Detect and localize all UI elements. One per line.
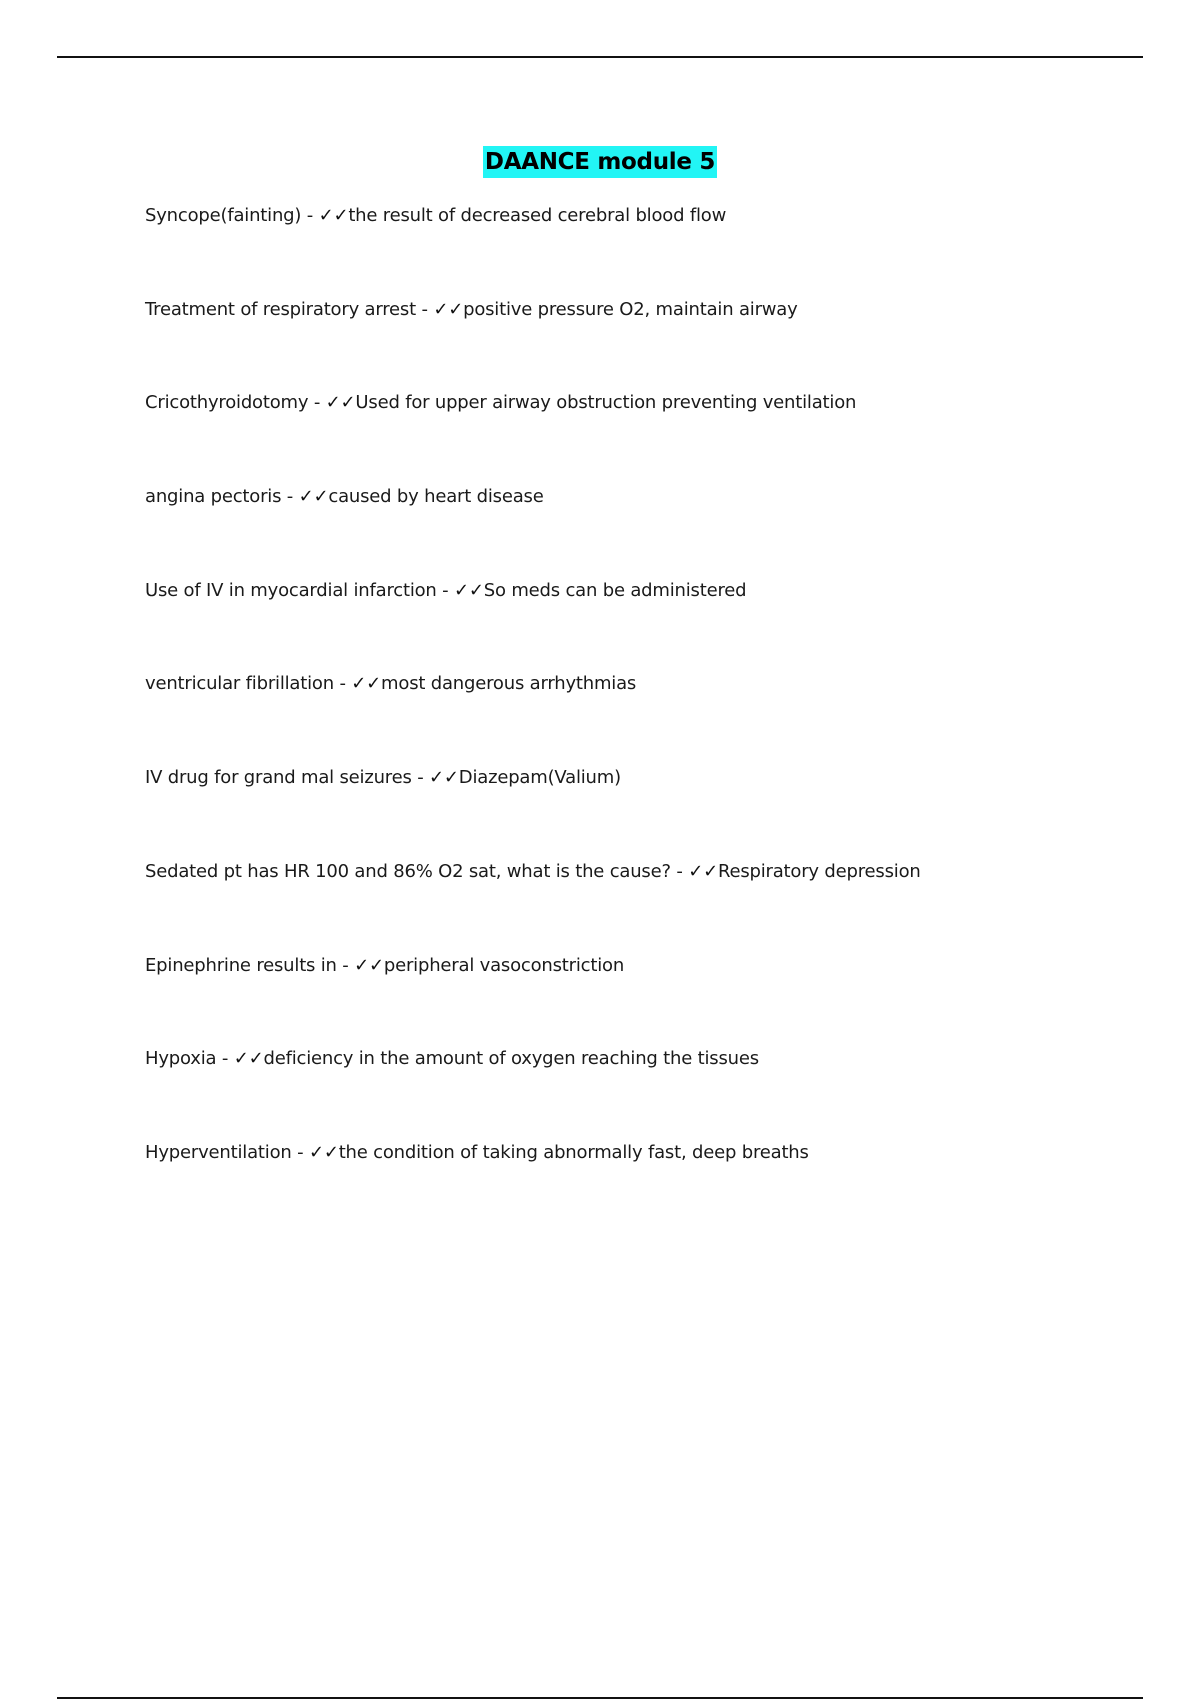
list-item xyxy=(145,578,1145,672)
double-check-icon: ✓✓ xyxy=(433,298,464,320)
term: Hyperventilation xyxy=(145,1141,292,1163)
separator: - xyxy=(308,392,326,414)
double-check-icon: ✓✓ xyxy=(308,1141,339,1163)
definition: Used for upper airway obstruction preventing ventilation xyxy=(355,392,857,414)
definition: positive pressure O2, maintain airway xyxy=(463,298,798,320)
definition: most dangerous arrhythmias xyxy=(381,673,637,695)
definition: So meds can be administered xyxy=(483,579,747,601)
separator: - xyxy=(333,673,352,695)
double-check-icon: ✓✓ xyxy=(429,767,459,789)
list-item xyxy=(145,1046,1145,1140)
term: IV drug for grand mal seizures xyxy=(145,767,412,789)
separator: - xyxy=(670,860,689,882)
top-rule xyxy=(57,56,1143,58)
list-item xyxy=(145,390,1145,484)
term: ventricular fibrillation xyxy=(145,673,334,695)
double-check-icon: ✓✓ xyxy=(298,486,329,508)
separator: - xyxy=(291,1141,309,1163)
double-check-icon: ✓✓ xyxy=(354,954,384,976)
list-item xyxy=(145,203,1145,297)
term: Epinephrine results in xyxy=(145,954,337,976)
separator: - xyxy=(411,767,430,789)
definition: the result of decreased cerebral blood flow xyxy=(348,205,727,226)
bottom-rule xyxy=(57,1697,1143,1699)
list-item xyxy=(145,859,1145,953)
separator: - xyxy=(436,579,454,601)
list-item xyxy=(145,1140,1145,1234)
separator: - xyxy=(301,205,319,226)
term: Use of IV in myocardial infarction xyxy=(145,579,437,601)
list-item xyxy=(145,297,1145,391)
definition: Diazepam(Valium) xyxy=(458,767,621,789)
list-item xyxy=(145,671,1145,765)
definition: caused by heart disease xyxy=(328,486,544,508)
title-container xyxy=(0,146,1200,178)
separator: - xyxy=(415,298,434,320)
double-check-icon: ✓✓ xyxy=(318,205,349,226)
definition: Respiratory depression xyxy=(717,860,921,882)
separator: - xyxy=(216,1048,234,1070)
separator: - xyxy=(281,486,299,508)
term: Hypoxia xyxy=(145,1048,217,1070)
term: Cricothyroidotomy xyxy=(145,392,309,414)
term: angina pectoris xyxy=(145,486,282,508)
definition: the condition of taking abnormally fast, deep breaths xyxy=(338,1141,809,1163)
double-check-icon: ✓✓ xyxy=(351,673,382,695)
flashcard-list xyxy=(145,203,1145,1234)
term: Sedated pt has HR 100 and 86% O2 sat, what is the cause? xyxy=(145,860,671,882)
double-check-icon: ✓✓ xyxy=(688,860,718,882)
list-item xyxy=(145,953,1145,1047)
double-check-icon: ✓✓ xyxy=(233,1048,264,1070)
term: Treatment of respiratory arrest xyxy=(145,298,416,320)
definition: deficiency in the amount of oxygen reaching the tissues xyxy=(263,1048,759,1070)
separator: - xyxy=(336,954,355,976)
double-check-icon: ✓✓ xyxy=(325,392,356,414)
definition: peripheral vasoconstriction xyxy=(383,954,625,976)
document-title: DAANCE module 5 xyxy=(483,146,717,178)
list-item xyxy=(145,765,1145,859)
list-item xyxy=(145,484,1145,578)
double-check-icon: ✓✓ xyxy=(454,579,484,601)
term: Syncope(fainting) xyxy=(145,205,302,226)
